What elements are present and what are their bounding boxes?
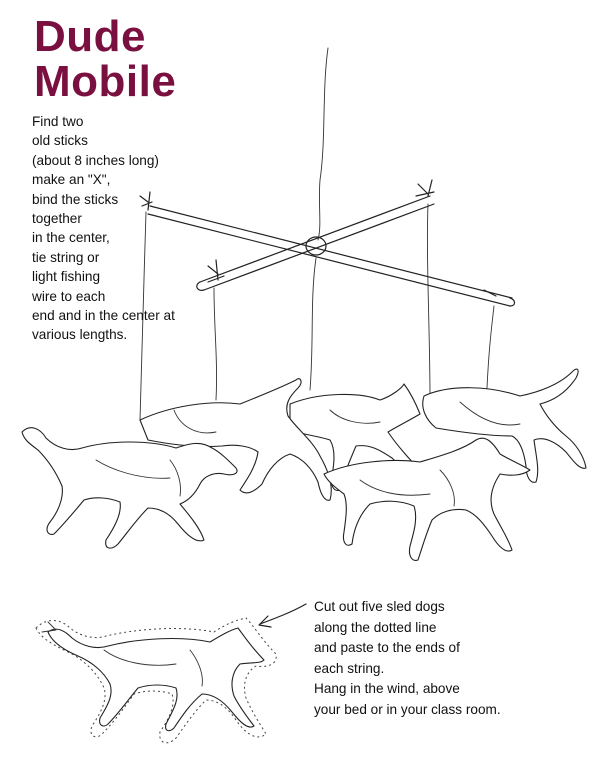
string-4: [427, 204, 430, 400]
page-title: [34, 14, 176, 104]
cutout-line: along the dotted line: [314, 619, 437, 635]
string-2: [214, 288, 217, 400]
instruction-line: bind the sticks: [32, 191, 119, 207]
instruction-line: together: [32, 211, 82, 227]
instruction-line: light fishing: [32, 269, 101, 285]
cutout-line: Hang in the wind, above: [314, 681, 460, 696]
cutout-line: and paste to the ends of: [314, 640, 460, 655]
sled-dog-cutout: [36, 618, 276, 743]
stick-right-left: [197, 196, 434, 290]
title-line-1: Dude: [34, 12, 146, 61]
arrow-icon: [259, 604, 306, 627]
instruction-line: various lengths.: [32, 327, 128, 343]
top-string: [318, 48, 328, 240]
stick-left-right: [148, 206, 515, 306]
instruction-line: end and in the center at: [32, 308, 175, 324]
instruction-line: in the center,: [32, 230, 110, 246]
cutout-line: Cut out five sled dogs: [314, 599, 445, 614]
cutout-instructions: [314, 597, 501, 720]
instruction-line: make an "X",: [32, 172, 111, 188]
instruction-line: Find two: [32, 114, 84, 129]
dog-front-right: [324, 438, 530, 560]
instruction-line: tie string or: [32, 249, 100, 265]
cutout-line: each string.: [314, 660, 385, 676]
title-line-2: Mobile: [34, 57, 177, 106]
assembly-instructions: [32, 112, 175, 345]
instruction-line: (about 8 inches long): [32, 152, 159, 168]
dog-front-left: [22, 428, 237, 548]
knot-right-top: [416, 180, 434, 196]
string-3: [310, 258, 316, 390]
cutout-line: your bed or in your class room.: [314, 701, 501, 717]
instruction-line: old sticks: [32, 133, 88, 149]
instruction-line: wire to each: [32, 288, 106, 304]
